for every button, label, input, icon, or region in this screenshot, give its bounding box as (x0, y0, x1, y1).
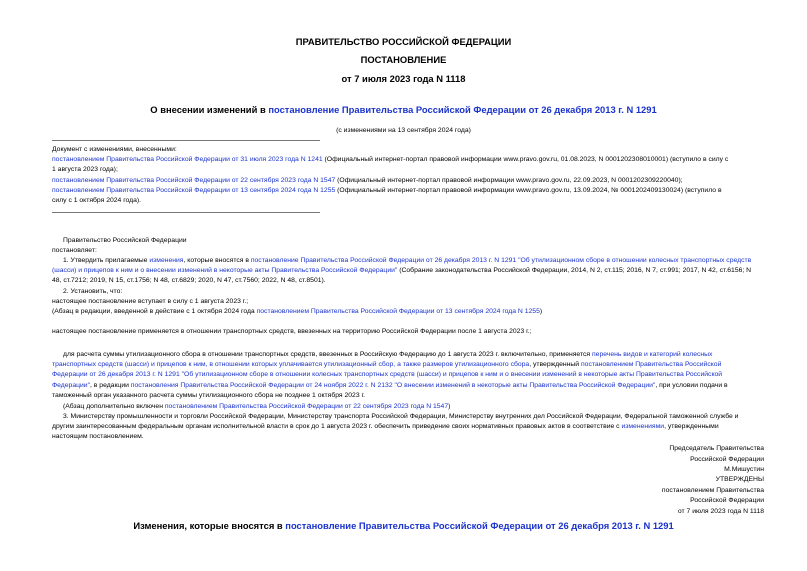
document-title (0, 104, 807, 115)
p2c-link-list[interactable]: перечень видов и категорий колесных транспортных средств (шасси) и прицепов к ним, в отношении которых уплачивается утилизационный сбор, а также размеров утилизационного сбора (52, 351, 713, 369)
divider-top (52, 140, 320, 141)
divider-bottom (52, 212, 320, 213)
note-text: ) (448, 403, 451, 410)
change-item-text-cont: силу с 1 октября 2024 года). (52, 197, 142, 205)
signature-name: М.Мишустин (724, 466, 764, 473)
change-item-text-cont: 1 августа 2023 года); (52, 166, 118, 174)
paragraph-2b: настоящее постановление применяется в отношении транспортных средств, ввезенных на территорию Российской Федерации после 1 августа 2023 г.; (52, 328, 532, 335)
p1-link-decree[interactable]: постановление Правительства Российской Федерации от 26 декабря 2013 г. N 1291 "Об утилизационном сборе в отношении колесных транспортных средств (шасси) и прицепов к ним и о внесении изменений в некоторые акты Правительства Российской Федерации" (52, 257, 752, 275)
p2c-text: для расчета суммы утилизационного сбора в отношении транспортных средств, ввезенных в Российскую Федерацию до 1 августа 2023 г. включительно, применяется (63, 351, 592, 358)
change-item-text: (Официальный интернет-портал правовой информации www.pravo.gov.ru, 01.08.2023, N 0001202308010001) (вступило в силу с (322, 156, 729, 164)
body-decrees: постановляет: (52, 247, 97, 254)
paragraph-1 (52, 256, 754, 287)
change-item (52, 155, 752, 165)
p2c-text: , в редакции (90, 381, 131, 389)
change-item (52, 176, 752, 186)
p2c-link-decree[interactable]: постановлением Правительства Российской Федерации от 26 декабря 2013 г. N 1291 "Об утилизационном сборе в отношении колесных транспортных средств (шасси) и прицепов к ним и о внесении изменений в некоторые акты Правительства Российской Федерации" (52, 361, 723, 389)
doc-type-heading: ПОСТАНОВЛЕНИЕ (360, 54, 447, 65)
p3-text: 3. Министерству промышленности и торговли Российской Федерации, Министерству транспорта Российской Федерации, Министерству внутренних дел Российской Федерации, Федеральной таможенной службе и другим заинтересованным федеральным органам исполнительной власти в срок до 1 августа 2023 г. обеспечить приведение своих нормативных правовых актов в соответствие с (52, 413, 739, 431)
p2c-text: , утвержденный (529, 361, 581, 369)
changes-block (52, 145, 752, 206)
change-item-link[interactable]: постановлением Правительства Российской Федерации от 31 июля 2023 года N 1241 (52, 156, 323, 164)
p2c-text: , при условии подачи в таможенный орган указанного расчета суммы утилизационного сбора не позднее 1 октября 2023 г. (52, 381, 728, 399)
paragraph-2: 2. Установить, что: (63, 288, 123, 295)
note-link[interactable]: постановлением Правительства Российской Федерации от 13 сентября 2024 года N 1255 (256, 308, 540, 315)
paragraph-3 (52, 412, 754, 443)
changes-title-prefix: Изменения, которые вносятся в (133, 520, 286, 531)
note-text: (Абзац дополнительно включен (63, 403, 165, 410)
approved-line: от 7 июля 2023 года N 1118 (677, 508, 764, 515)
p1-text: , которые вносятся в (183, 257, 251, 264)
title-link[interactable]: постановление Правительства Российской Федерации от 26 декабря 2013 г. N 1291 (268, 104, 657, 115)
note-text: (Абзац в редакции, введенной в действие с 1 октября 2024 года (52, 308, 257, 315)
note-link[interactable]: постановлением Правительства Российской Федерации от 22 сентября 2023 года N 1547 (164, 403, 449, 410)
paragraph-2a-note (52, 307, 542, 317)
approved-line: Российской Федерации (690, 497, 764, 504)
changes-intro: Документ с изменениями, внесенными: (52, 146, 177, 153)
title-prefix: О внесении изменений в (150, 104, 269, 115)
changes-title-link[interactable]: постановление Правительства Российской Федерации от 26 декабря 2013 г. N 1291 (285, 520, 674, 531)
p1-text: (Собрание законодательства Российской Федерации, 2014, N 2, ст.115; 2016, N 7, ст.991; 2017, N 42, ст.6156; N 48, ст.7212; 2019, N 15, ст.1756; N 48, ст.6829; 2020, N 47, ст.7560; 2022, N 48, ст.8501). (52, 267, 752, 285)
approved-heading: УТВЕРЖДЕНЫ (715, 476, 764, 483)
changes-title (0, 520, 807, 531)
change-item-text: (Официальный интернет-портал правовой информации www.pravo.gov.ru, 13.09.2024, № 0001202409130024) (вступило в (335, 186, 722, 194)
change-item-link[interactable]: постановлением Правительства Российской Федерации от 22 сентября 2023 года N 1547 (52, 176, 336, 184)
paragraph-2c-note (63, 402, 450, 412)
government-heading: ПРАВИТЕЛЬСТВО РОССИЙСКОЙ ФЕДЕРАЦИИ (295, 36, 512, 47)
signature-title: Председатель Правительства (669, 445, 764, 452)
note-text: ) (539, 308, 543, 315)
change-item-text: (Официальный интернет-портал правовой информации www.pravo.gov.ru, 22.09.2023, N 0001202309220040); (335, 176, 683, 184)
paragraph-2a: настоящее постановление вступает в силу с 1 августа 2023 г.; (52, 298, 249, 305)
p3-link-changes[interactable]: изменениями (621, 423, 665, 431)
document-subtitle: (с изменениями на 13 сентября 2024 года) (336, 127, 471, 134)
approved-line: постановлением Правительства (661, 487, 764, 494)
change-item-link[interactable]: постановлением Правительства Российской Федерации от 13 сентября 2024 года N 1255 (52, 186, 336, 194)
paragraph-2c (52, 350, 754, 401)
doc-date-number: от 7 июля 2023 года N 1118 (341, 73, 466, 84)
p2c-link-amendment[interactable]: постановления Правительства Российской Федерации от 24 ноября 2022 г. N 2132 "О внесении изменений в некоторые акты Правительства Российской Федерации" (130, 381, 656, 389)
p3-text: , утвержденными настоящим постановлением. (52, 423, 719, 441)
signature-org: Российской Федерации (690, 456, 764, 463)
change-item (52, 186, 752, 196)
p1-link-changes[interactable]: изменения (149, 257, 184, 264)
body-gov: Правительство Российской Федерации (63, 237, 187, 244)
p1-text: 1. Утвердить прилагаемые (63, 257, 150, 264)
